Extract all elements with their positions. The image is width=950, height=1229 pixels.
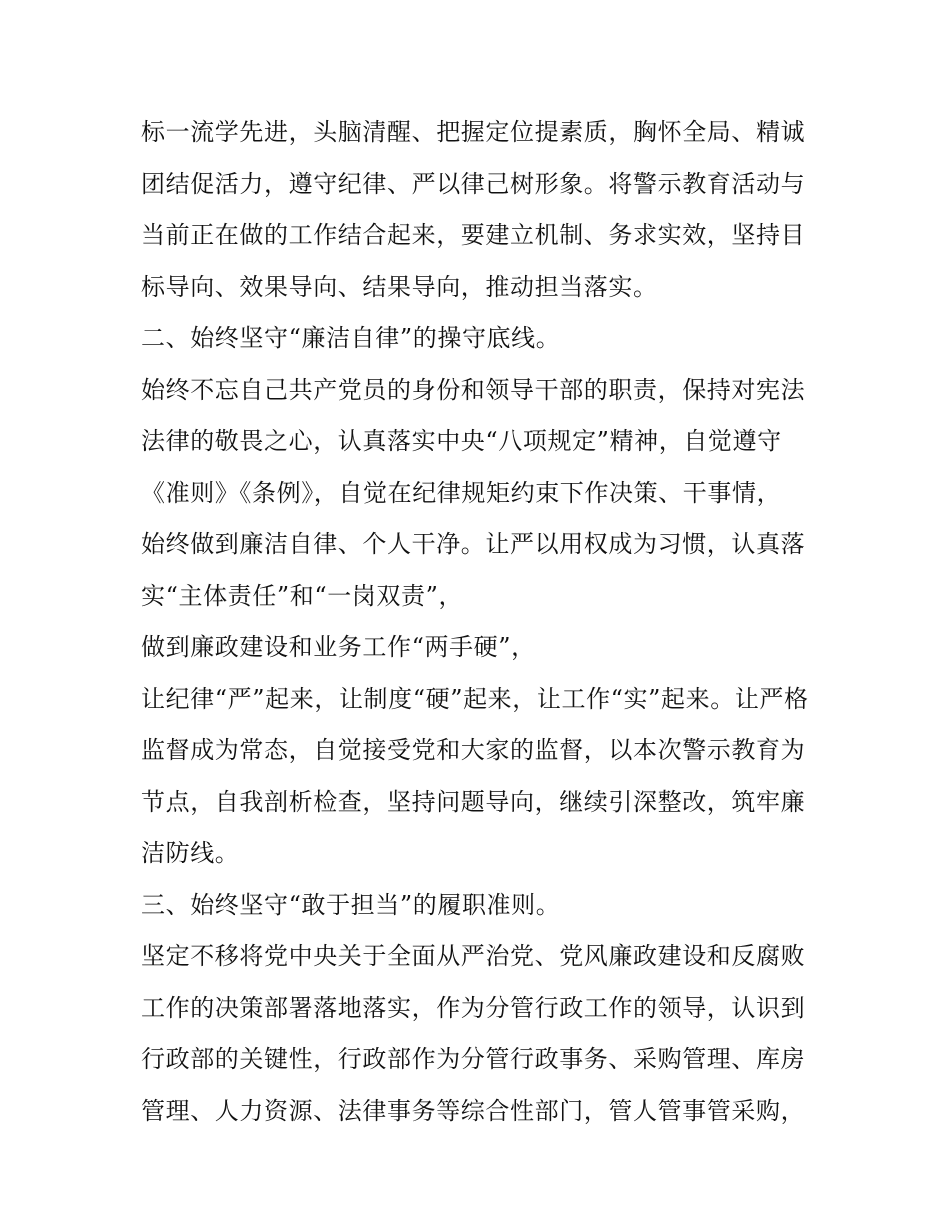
paragraph-line: 标导向、效果导向、结果导向，推动担当落实。 (141, 272, 658, 301)
paragraph-line: 洁防线。 (141, 839, 240, 867)
section-heading-2: 二、始终坚守“廉洁自律”的操守底线。 (141, 324, 561, 352)
paragraph-line: 管理、人力资源、法律事务等综合性部门，管人管事管采购， (141, 1096, 806, 1125)
paragraph-line: 做到廉政建设和业务工作“两手硬”， (141, 633, 536, 661)
paragraph-line: 当前正在做的工作结合起来，要建立机制、务求实效，坚持目 (141, 221, 806, 249)
paragraph-line: 行政部的关键性，行政部作为分管行政事务、采购管理、库房 (141, 1045, 806, 1073)
paragraph-line: 工作的决策部署落地落实，作为分管行政工作的领导，认识到 (141, 993, 806, 1022)
paragraph-line: 《准则》《条例》，自觉在纪律规矩约束下作决策、干事情， (141, 478, 782, 507)
document-body (141, 107, 831, 1137)
paragraph-line: 始终不忘自己共产党员的身份和领导干部的职责，保持对宪法 (141, 375, 806, 404)
paragraph-line: 实“主体责任”和“一岗双责”， (141, 581, 464, 610)
paragraph-line: 团结促活力，遵守纪律、严以律己树形象。将警示教育活动与 (141, 169, 806, 198)
paragraph-line: 标一流学先进，头脑清醒、把握定位提素质，胸怀全局、精诚 (141, 118, 806, 146)
paragraph-line: 坚定不移将党中央关于全面从严治党、党风廉政建设和反腐败 (141, 942, 806, 970)
paragraph-line: 节点，自我剖析检查，坚持问题导向，继续引深整改，筑牢廉 (141, 787, 806, 816)
paragraph-line: 监督成为常态，自觉接受党和大家的监督，以本次警示教育为 (141, 736, 806, 764)
paragraph-line: 让纪律“严”起来，让制度“硬”起来，让工作“实”起来。让严格 (141, 684, 809, 713)
paragraph-line: 始终做到廉洁自律、个人干净。让严以用权成为习惯，认真落 (141, 530, 806, 558)
section-heading-3: 三、始终坚守“敢于担当”的履职准则。 (141, 890, 561, 919)
paragraph-line: 法律的敬畏之心，认真落实中央“八项规定”精神，自觉遵守 (141, 427, 782, 455)
